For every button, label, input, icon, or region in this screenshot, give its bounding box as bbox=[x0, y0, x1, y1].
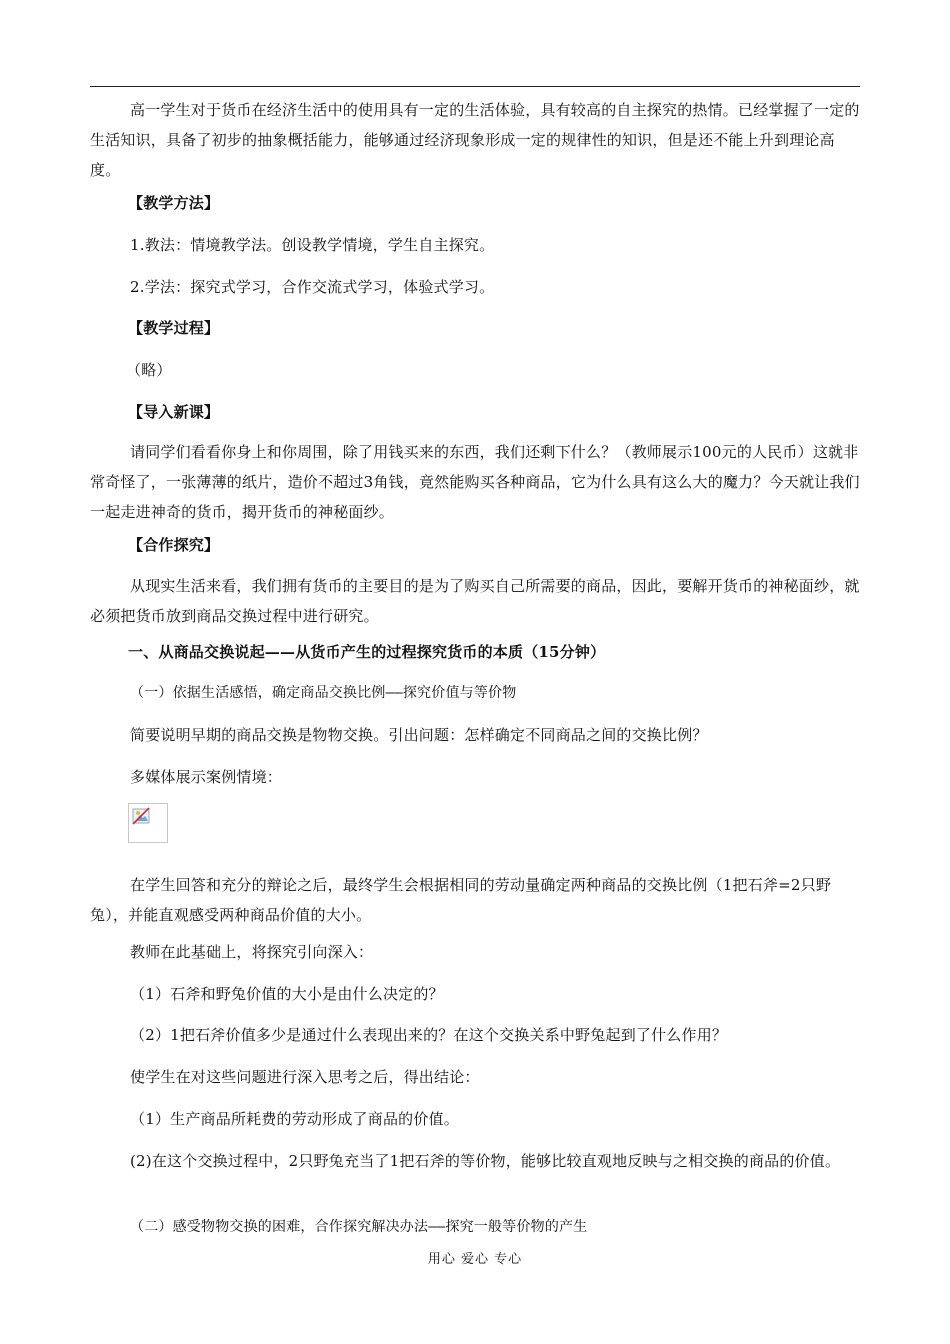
student-analysis-paragraph: 高一学生对于货币在经济生活中的使用具有一定的生活体验，具有较高的自主探究的热情。已经掌握了一定的生活知识，具备了初步的抽象概括能力，能够通过经济现象形成一定的规律性的知识，但是还不能上升到理论高度。 bbox=[90, 101, 860, 179]
subsection-two-title: （二）感受物物交换的困难，合作探究解决办法——探究一般等价物的产生 bbox=[130, 1219, 588, 1235]
cooperative-inquiry-paragraph: 从现实生活来看，我们拥有货币的主要目的是为了购买自己所需要的商品，因此，要解开货币的神秘面纱，就必须把货币放到商品交换过程中进行研究。 bbox=[90, 577, 860, 625]
heading-teaching-methods: 【教学方法】 bbox=[128, 194, 220, 212]
method-teaching: 1.教法：情境教学法。创设教学情境，学生自主探究。 bbox=[130, 236, 495, 254]
broken-image-icon bbox=[132, 807, 150, 825]
exchange-ratio-paragraph: 在学生回答和充分的辩论之后，最终学生会根据相同的劳动量确定两种商品的交换比例（1把石斧=2只野兔），并能直观感受两种商品价值的大小。 bbox=[90, 876, 832, 924]
question-two: （2）1把石斧价值多少是通过什么表现出来的？在这个交换关系中野兔起到了什么作用？ bbox=[130, 1026, 728, 1044]
header-rule bbox=[90, 86, 860, 87]
page-footer: 用心 爱心 专心 bbox=[427, 1252, 523, 1267]
deepen-inquiry: 教师在此基础上，将探究引向深入： bbox=[130, 943, 374, 961]
method-learning: 2.学法：探究式学习，合作交流式学习，体验式学习。 bbox=[130, 278, 495, 296]
omitted-note: （略） bbox=[126, 361, 172, 379]
case-image bbox=[128, 803, 168, 843]
heading-teaching-process: 【教学过程】 bbox=[128, 319, 220, 337]
heading-introduction: 【导入新课】 bbox=[128, 403, 220, 421]
subsection-one-title: （一）依据生活感悟，确定商品交换比例——探究价值与等价物 bbox=[130, 685, 517, 701]
question-one: （1）石斧和野兔价值的大小是由什么决定的？ bbox=[130, 985, 444, 1003]
section-one-title: 一、从商品交换说起——从货币产生的过程探究货币的本质（15分钟） bbox=[128, 643, 606, 661]
conclusion-intro: 使学生在对这些问题进行深入思考之后，得出结论： bbox=[130, 1068, 480, 1086]
conclusion-two: (2)在这个交换过程中，2只野兔充当了1把石斧的等价物，能够比较直观地反映与之相交换的商品的价值。 bbox=[130, 1152, 841, 1170]
conclusion-one: （1）生产商品所耗费的劳动形成了商品的价值。 bbox=[130, 1110, 459, 1128]
barter-explanation: 简要说明早期的商品交换是物物交换。引出问题：怎样确定不同商品之间的交换比例？ bbox=[130, 726, 708, 744]
introduction-paragraph: 请同学们看看你身上和你周围，除了用钱买来的东西，我们还剩下什么？（教师展示100元的人民币）这就非常奇怪了，一张薄薄的纸片，造价不超过3角钱，竟然能购买各种商品，它为什么具有这么大的魔力？今天就让我们一起走进神奇的货币，揭开货币的神秘面纱。 bbox=[90, 443, 860, 521]
heading-cooperative-inquiry: 【合作探究】 bbox=[128, 536, 220, 554]
multimedia-case: 多媒体展示案例情境： bbox=[130, 768, 283, 786]
